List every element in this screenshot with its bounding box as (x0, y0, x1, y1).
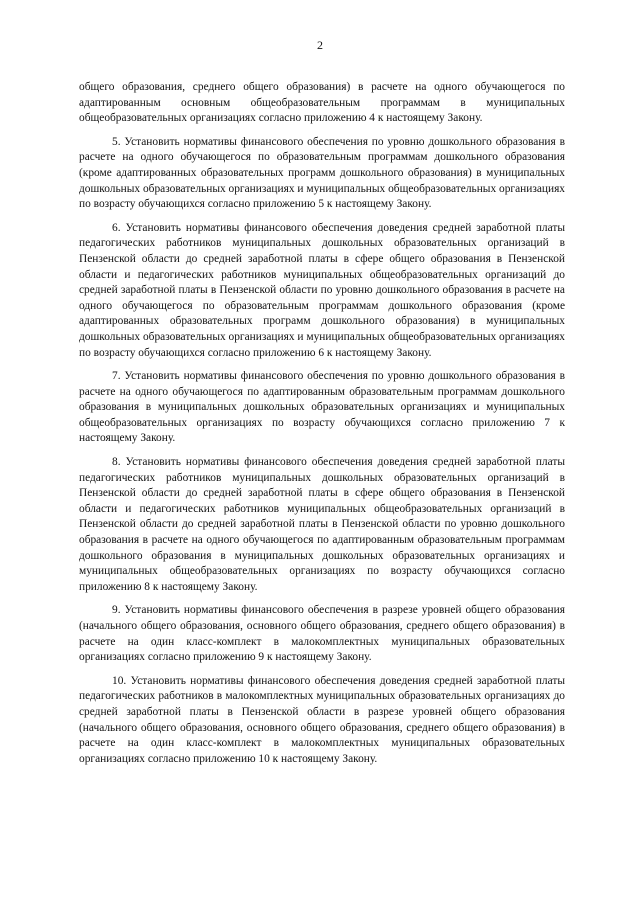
paragraph-item-9: 9. Установить нормативы финансового обеспечения в разрезе уровней общего образования (начального общего образования, основного общего образования, среднего общего образования) в расчете на один класс-комплект в малокомплектных муниципальных образовательных организациях согласно приложению 9 к настоящему Закону. (79, 604, 565, 664)
paragraph-item-8: 8. Установить нормативы финансового обеспечения доведения средней заработной платы педагогических работников муниципальных дошкольных образовательных организаций в Пензенской области до средней заработной платы в сфере общего образования в Пензенской области и педагогических работников муниципальных общеобразовательных организаций в Пензенской области до средней заработной платы в Пензенской области по уровню дошкольного образования в расчете на одного обучающегося по адаптированным образовательным программам дошкольного образования в муниципальных дошкольных образовательных организациях и муниципальных общеобразовательных организациях по возрасту обучающихся согласно приложению 8 к настоящему Закону. (79, 456, 565, 593)
paragraph-item-7: 7. Установить нормативы финансового обеспечения по уровню дошкольного образования в расчете на одного обучающегося по адаптированным образовательным программам дошкольного образования в муниципальных дошкольных образовательных организациях и муниципальных общеобразовательных организациях по возрасту обучающихся согласно приложению 7 к настоящему Закону. (79, 370, 565, 445)
paragraph-item-6: 6. Установить нормативы финансового обеспечения доведения средней заработной платы педагогических работников муниципальных дошкольных образовательных организаций в Пензенской области до средней заработной платы в сфере общего образования в Пензенской области и педагогических работников муниципальных общеобразовательных организаций до средней заработной платы в Пензенской области по уровню дошкольного образования в расчете на одного обучающегося по образовательным программам дошкольного образования (кроме адаптированных образовательных программ дошкольного образования) в муниципальных дошкольных образовательных организациях и муниципальных общеобразовательных организациях по возрасту обучающихся согласно приложению 6 к настоящему Закону. (79, 221, 565, 359)
paragraph-item-5: 5. Установить нормативы финансового обеспечения по уровню дошкольного образования в расчете на одного обучающегося по образовательным программам дошкольного образования (кроме адаптированных образовательных программ дошкольного образования) в муниципальных дошкольных образовательных организациях и муниципальных общеобразовательных организациях по возрасту обучающихся согласно приложению 5 к настоящему Закону. (79, 135, 565, 211)
page-number: 2 (317, 38, 323, 52)
document-body (79, 80, 565, 775)
paragraph-item-10: 10. Установить нормативы финансового обеспечения доведения средней заработной платы педагогических работников в малокомплектных муниципальных образовательных организациях до средней заработной платы в Пензенской области в разрезе уровней общего образования (начального общего образования, основного общего образования, среднего общего образования) в расчете на один класс-комплект в малокомплектных муниципальных образовательных организациях согласно приложению 10 к настоящему Закону. (79, 674, 565, 765)
paragraph-continuation: общего образования, среднего общего образования) в расчете на одного обучающегося по адаптированным основным общеобразовательным программам в муниципальных общеобразовательных организациях согласно приложению 4 к настоящему Закону. (79, 81, 565, 125)
